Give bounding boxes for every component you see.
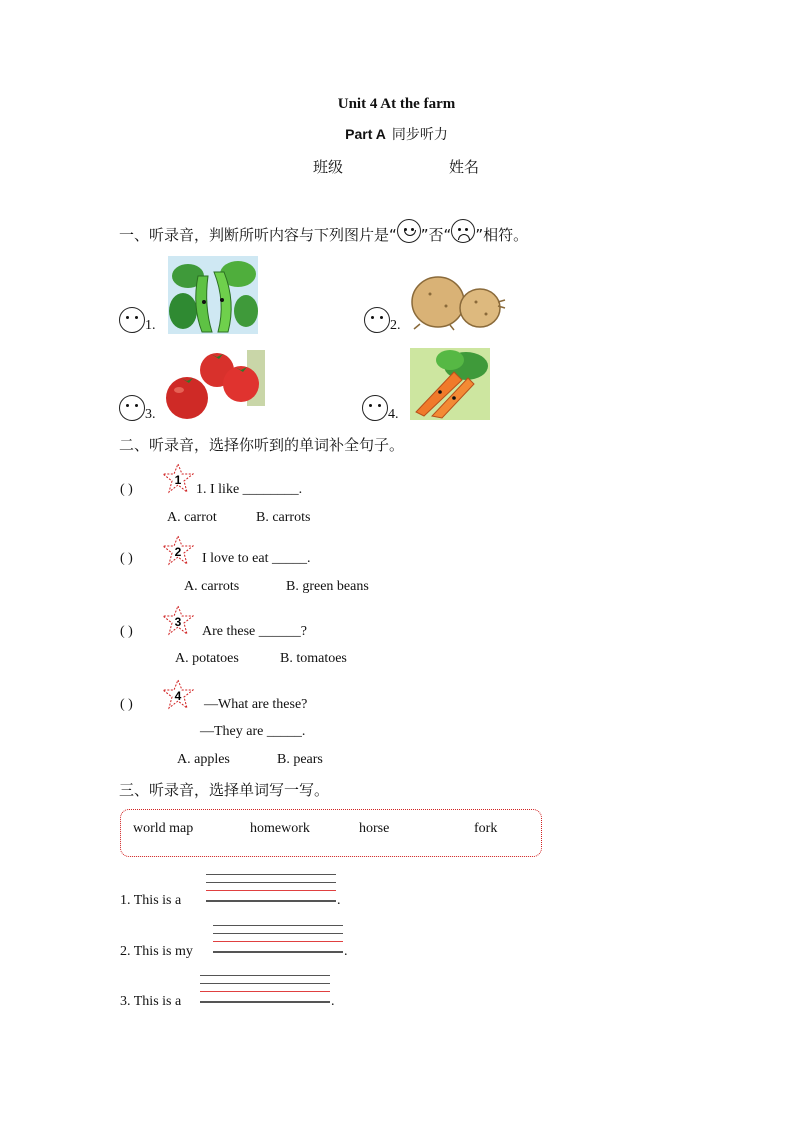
green-beans-image <box>168 256 258 334</box>
item-4-face[interactable] <box>362 395 388 421</box>
sentence-1-period: . <box>337 893 341 908</box>
sentence-3: 3. This is a <box>120 994 182 1009</box>
q2-option-a[interactable]: A. carrots <box>184 579 240 594</box>
q4-text: —What are these? <box>204 697 308 712</box>
q4-option-b[interactable]: B. pears <box>277 752 323 767</box>
writing-line-2[interactable] <box>213 925 343 953</box>
q2-text: I love to eat _____. <box>202 551 311 566</box>
section2-heading: 二、听录音，选择你听到的单词补全句子。 <box>119 436 405 454</box>
star-2-icon <box>162 534 194 566</box>
q4-text-line2: —They are _____. <box>200 724 306 739</box>
item-4-number: 4. <box>388 407 399 422</box>
q1-paren[interactable]: ( ) <box>120 482 133 497</box>
star-1-icon <box>162 462 194 494</box>
item-2-face[interactable] <box>364 307 390 333</box>
q3-text: Are these ______? <box>202 624 307 639</box>
section3-heading: 三、听录音，选择单词写一写。 <box>119 781 330 799</box>
star-2-number: 2 <box>174 545 182 559</box>
q2-paren[interactable]: ( ) <box>120 551 133 566</box>
part-label: Part A <box>345 126 386 142</box>
carrots-image <box>410 348 490 420</box>
q3-option-a[interactable]: A. potatoes <box>175 651 239 666</box>
name-label: 姓名 <box>449 158 480 176</box>
word-bank-item: fork <box>474 821 498 836</box>
writing-line-3[interactable] <box>200 975 330 1003</box>
star-3-icon <box>162 604 194 636</box>
item-3-face[interactable] <box>119 395 145 421</box>
item-2-number: 2. <box>390 318 401 333</box>
q3-paren[interactable]: ( ) <box>120 624 133 639</box>
potatoes-image <box>410 272 506 332</box>
q4-paren[interactable]: ( ) <box>120 697 133 712</box>
sentence-2-period: . <box>344 944 348 959</box>
q2-option-b[interactable]: B. green beans <box>286 579 369 594</box>
section1-heading: 一、听录音，判断所听内容与下列图片是“ ”否“ ”相符。 <box>119 224 528 245</box>
q4-option-a[interactable]: A. apples <box>177 752 230 767</box>
star-4-icon <box>162 678 194 710</box>
word-bank-item: horse <box>359 821 390 836</box>
q3-option-b[interactable]: B. tomatoes <box>280 651 347 666</box>
q1-option-b[interactable]: B. carrots <box>256 510 311 525</box>
star-1-number: 1 <box>174 473 182 487</box>
item-1-face[interactable] <box>119 307 145 333</box>
star-3-number: 3 <box>174 615 182 629</box>
page-subtitle <box>0 124 793 144</box>
writing-line-1[interactable] <box>206 874 336 902</box>
smile-face-icon <box>397 219 421 243</box>
class-label: 班级 <box>313 158 344 176</box>
item-3-number: 3. <box>145 407 156 422</box>
star-4-number: 4 <box>174 689 182 703</box>
part-desc: 同步听力 <box>391 127 448 143</box>
tomatoes-image <box>165 350 265 422</box>
item-1-number: 1. <box>145 318 156 333</box>
word-bank-item: world map <box>133 821 194 836</box>
sentence-2: 2. This is my <box>120 944 193 959</box>
sentence-3-period: . <box>331 994 335 1009</box>
word-bank-item: homework <box>250 821 310 836</box>
sentence-1: 1. This is a <box>120 893 182 908</box>
frown-face-icon <box>451 219 475 243</box>
q1-option-a[interactable]: A. carrot <box>167 510 217 525</box>
q1-text: 1. I like ________. <box>196 482 303 497</box>
page-title: Unit 4 At the farm <box>337 96 456 112</box>
